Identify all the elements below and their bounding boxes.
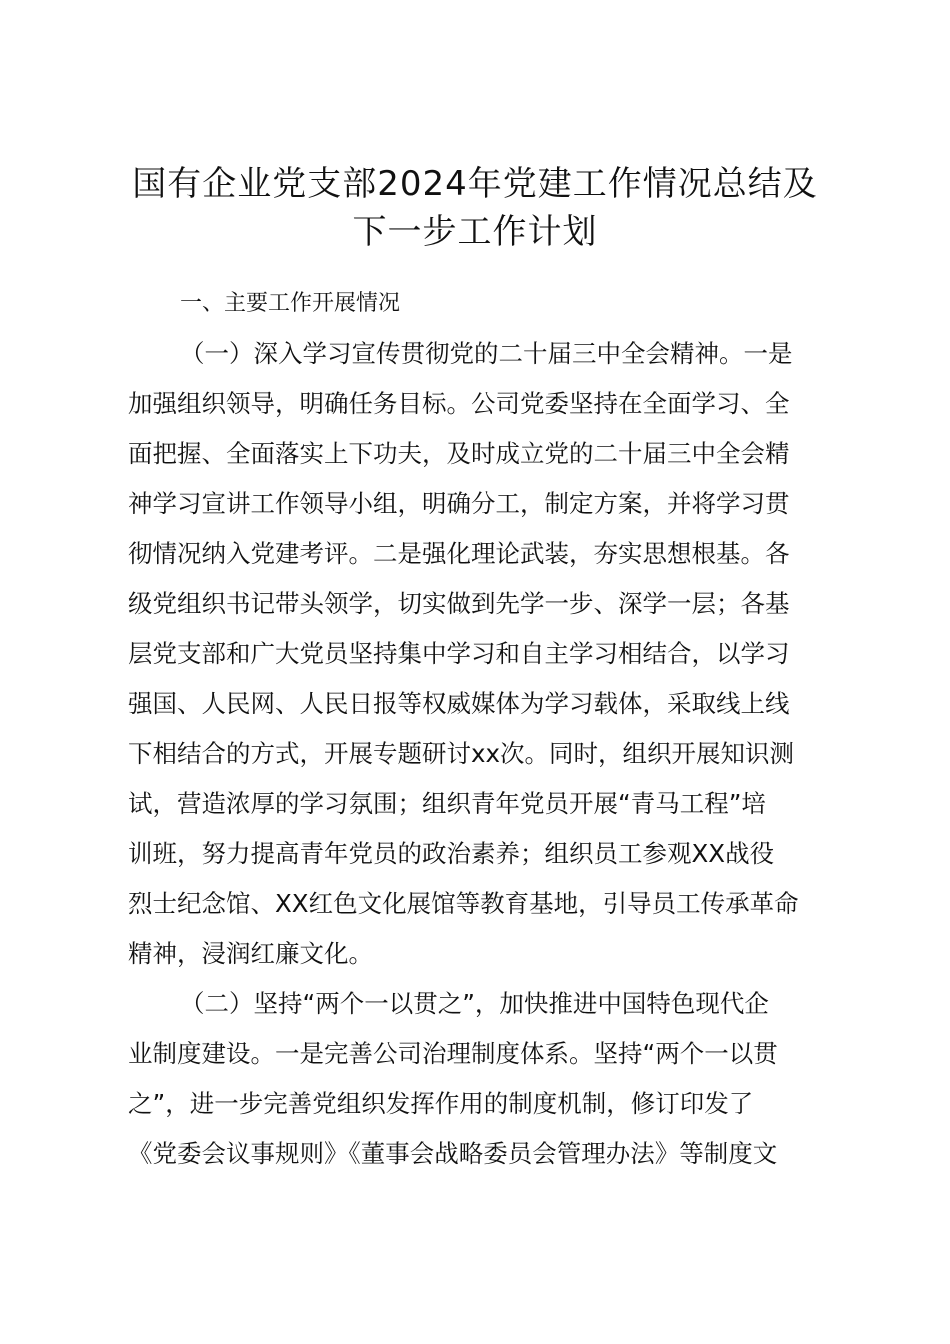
body-line: 下相结合的方式，开展专题研讨xx次。同时，组织开展知识测 — [128, 739, 794, 768]
body-line: 层党支部和广大党员坚持集中学习和自主学习相结合，以学习 — [128, 639, 790, 668]
body-line: 加强组织领导，明确任务目标。公司党委坚持在全面学习、全 — [128, 389, 790, 418]
body-line: 级党组织书记带头领学，切实做到先学一步、深学一层；各基 — [128, 589, 790, 618]
body-line: 之”，进一步完善党组织发挥作用的制度机制，修订印发了 — [128, 1089, 754, 1118]
body-line: 训班，努力提高青年党员的政治素养；组织员工参观XX战役 — [128, 839, 775, 868]
body-line: 神学习宣讲工作领导小组，明确分工，制定方案，并将学习贯 — [128, 489, 790, 518]
body-line: 试，营造浓厚的学习氛围；组织青年党员开展“青马工程”培 — [128, 789, 766, 818]
section-heading: 一、主要工作开展情况 — [180, 291, 401, 316]
body-line: 精神，浸润红廉文化。 — [128, 939, 373, 968]
body-line: 《党委会议事规则》《董事会战略委员会管理办法》等制度文 — [128, 1139, 778, 1168]
body-line: 业制度建设。一是完善公司治理制度体系。坚持“两个一以贯 — [128, 1039, 778, 1068]
body-line: （一）深入学习宣传贯彻党的二十届三中全会精神。一是 — [180, 339, 793, 368]
document-title-line-2: 下一步工作计划 — [352, 212, 598, 252]
body-line: 烈士纪念馆、XX红色文化展馆等教育基地，引导员工传承革命 — [128, 889, 799, 918]
body-line: 强国、人民网、人民日报等权威媒体为学习载体，采取线上线 — [128, 689, 790, 718]
body-line: 面把握、全面落实上下功夫，及时成立党的二十届三中全会精 — [128, 439, 790, 468]
document-title-line-1: 国有企业党支部2024年党建工作情况总结及 — [132, 164, 818, 204]
body-line: （二）坚持“两个一以贯之”，加快推进中国特色现代企 — [180, 989, 769, 1018]
body-line: 彻情况纳入党建考评。二是强化理论武装，夯实思想根基。各 — [128, 539, 790, 568]
